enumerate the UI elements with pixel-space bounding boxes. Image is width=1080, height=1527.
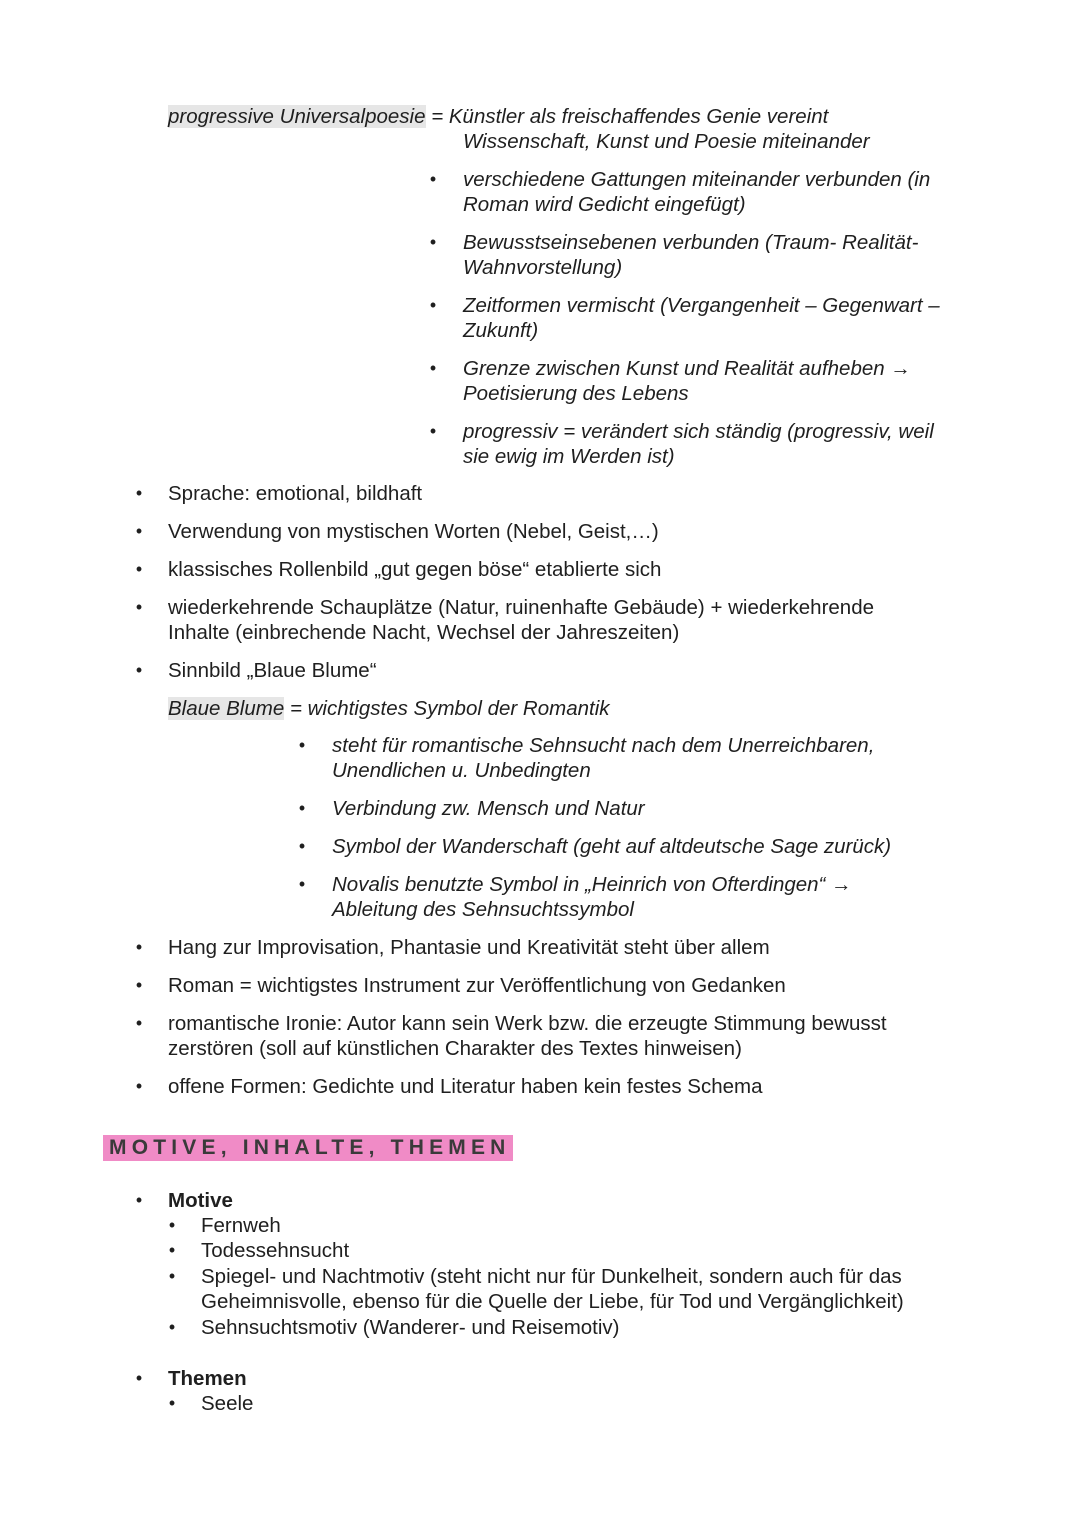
feature-item: Sinnbild „Blaue Blume“ <box>168 659 377 682</box>
bullet-dot: • <box>429 232 437 252</box>
upu-term: progressive Universalpoesie <box>168 105 426 128</box>
bullet-dot: • <box>135 660 143 680</box>
bullet-dot: • <box>168 1240 176 1260</box>
blue-flower-point-4a: Novalis benutzte Symbol in „Heinrich von Ofterdingen“ → <box>332 873 852 896</box>
upu-point-2a: Bewusstseinsebenen verbunden (Traum- Realität- <box>463 231 919 254</box>
blue-flower-definition <box>168 696 610 721</box>
motive-item: Sehnsuchtsmotiv (Wanderer- und Reisemotiv) <box>201 1316 620 1339</box>
upu-point-2b: Wahnvorstellung) <box>463 256 623 279</box>
blue-flower-point-2: Verbindung zw. Mensch und Natur <box>332 797 645 820</box>
upu-point-5b: sie ewig im Werden ist) <box>463 445 675 468</box>
bullet-dot: • <box>135 937 143 957</box>
blue-flower-point-3: Symbol der Wanderschaft (geht auf altdeutsche Sage zurück) <box>332 835 892 858</box>
upu-definition-text: = Künstler als freischaffendes Genie vereint <box>431 105 829 128</box>
upu-point-4b: Poetisierung des Lebens <box>463 382 689 405</box>
bullet-dot: • <box>298 874 306 894</box>
bullet-dot: • <box>429 421 437 441</box>
feature-item: offene Formen: Gedichte und Literatur haben kein festes Schema <box>168 1075 763 1098</box>
bullet-dot: • <box>135 1190 143 1210</box>
blue-flower-point-1b: Unendlichen u. Unbedingten <box>332 759 591 782</box>
bullet-dot: • <box>168 1393 176 1413</box>
feature-item: Verwendung von mystischen Worten (Nebel, Geist,…) <box>168 520 659 543</box>
bullet-dot: • <box>168 1317 176 1337</box>
motive-item: Todessehnsucht <box>201 1239 350 1262</box>
bullet-dot: • <box>168 1215 176 1235</box>
upu-point-4a: Grenze zwischen Kunst und Realität aufheben → <box>463 357 911 380</box>
motive-item-cont: Geheimnisvolle, ebenso für die Quelle der Liebe, für Tod und Vergänglichkeit) <box>201 1290 904 1313</box>
upu-definition-line2: Wissenschaft, Kunst und Poesie miteinander <box>463 130 870 153</box>
motive-item: Spiegel- und Nachtmotiv (steht nicht nur für Dunkelheit, sondern auch für das <box>201 1265 902 1288</box>
blue-flower-point-1a: steht für romantische Sehnsucht nach dem Unerreichbaren, <box>332 734 875 757</box>
upu-point-1b: Roman wird Gedicht eingefügt) <box>463 193 746 216</box>
bullet-dot: • <box>168 1266 176 1286</box>
upu-point-3a: Zeitformen vermischt (Vergangenheit – Gegenwart – <box>463 294 940 317</box>
blue-flower-term: Blaue Blume <box>168 697 285 720</box>
feature-item: romantische Ironie: Autor kann sein Werk bzw. die erzeugte Stimmung bewusst <box>168 1012 887 1035</box>
themen-title: Themen <box>168 1367 247 1390</box>
bullet-dot: • <box>135 1368 143 1388</box>
upu-point-5a: progressiv = verändert sich ständig (progressiv, weil <box>463 420 934 443</box>
bullet-dot: • <box>298 836 306 856</box>
blue-flower-point-4b: Ableitung des Sehnsuchtssymbol <box>332 898 634 921</box>
bullet-dot: • <box>298 735 306 755</box>
feature-item-cont: zerstören (soll auf künstlichen Charakter des Textes hinweisen) <box>168 1037 742 1060</box>
bullet-dot: • <box>135 1076 143 1096</box>
bullet-dot: • <box>135 559 143 579</box>
bullet-dot: • <box>429 358 437 378</box>
section-heading: MOTIVE, INHALTE, THEMEN <box>103 1135 513 1161</box>
feature-item: Sprache: emotional, bildhaft <box>168 482 423 505</box>
bullet-dot: • <box>135 521 143 541</box>
themen-item: Seele <box>201 1392 254 1415</box>
bullet-dot: • <box>298 798 306 818</box>
blue-flower-definition-text: = wichtigstes Symbol der Romantik <box>289 697 610 720</box>
bullet-dot: • <box>135 483 143 503</box>
feature-item: Roman = wichtigstes Instrument zur Veröffentlichung von Gedanken <box>168 974 786 997</box>
feature-item: klassisches Rollenbild „gut gegen böse“ etablierte sich <box>168 558 662 581</box>
motive-title: Motive <box>168 1189 233 1212</box>
bullet-dot: • <box>429 295 437 315</box>
bullet-dot: • <box>135 1013 143 1033</box>
bullet-dot: • <box>135 597 143 617</box>
feature-item: wiederkehrende Schauplätze (Natur, ruinenhafte Gebäude) + wiederkehrende <box>168 596 874 619</box>
bullet-dot: • <box>135 975 143 995</box>
feature-item: Hang zur Improvisation, Phantasie und Kreativität steht über allem <box>168 936 770 959</box>
upu-point-3b: Zukunft) <box>463 319 539 342</box>
motive-item: Fernweh <box>201 1214 281 1237</box>
feature-item-cont: Inhalte (einbrechende Nacht, Wechsel der Jahreszeiten) <box>168 621 680 644</box>
upu-point-1a: verschiedene Gattungen miteinander verbunden (in <box>463 168 931 191</box>
bullet-dot: • <box>429 169 437 189</box>
upu-definition-line1 <box>168 104 828 129</box>
